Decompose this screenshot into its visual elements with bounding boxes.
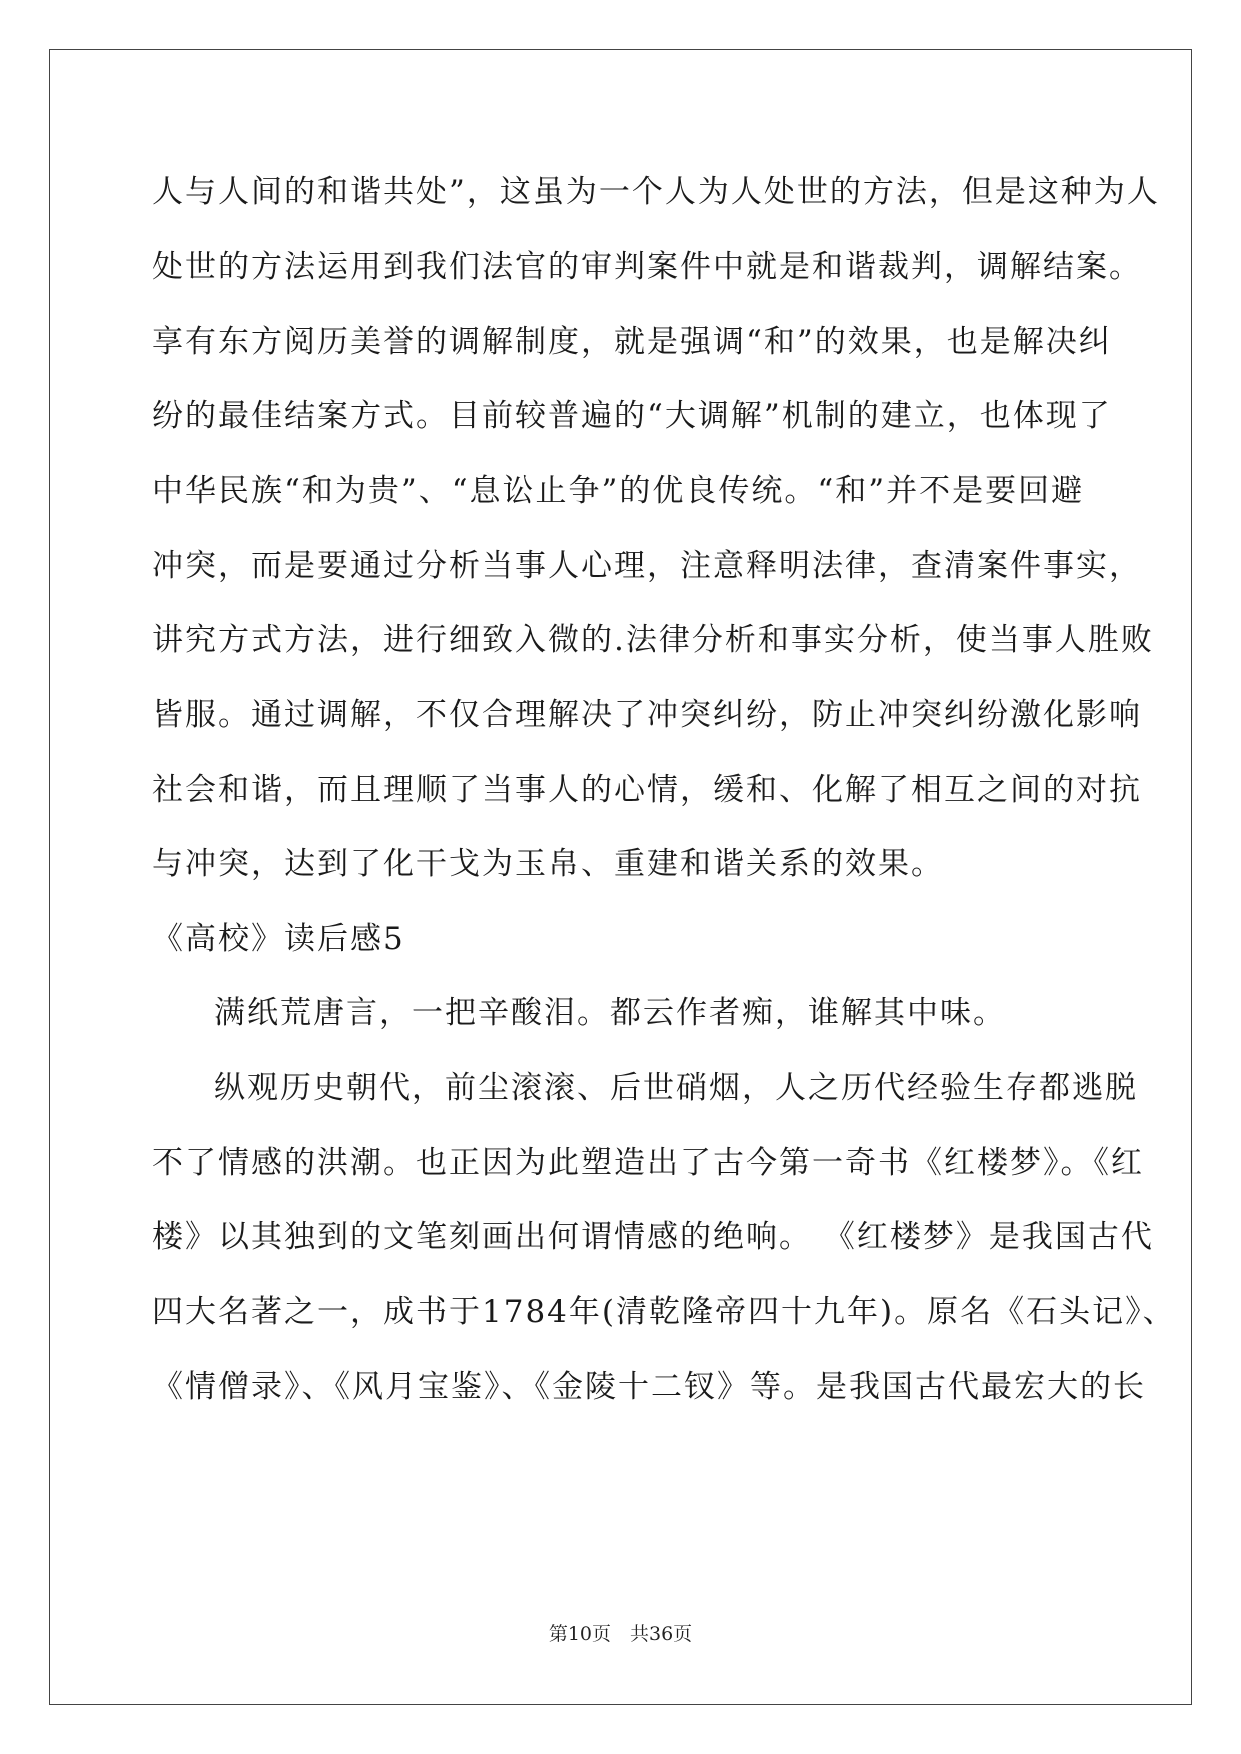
text-line: 楼》以其独到的文笔刻画出何谓情感的绝响。 《红楼梦》是我国古代 (152, 1219, 1154, 1255)
text-line: 《情僧录》、《风月宝鉴》、《金陵十二钗》等。是我国古代最宏大的长 (152, 1369, 1146, 1405)
text-line: 冲突，而是要通过分析当事人心理，注意释明法律，查清案件事实， (152, 548, 1142, 584)
text-line: 四大名著之一，成书于1784年(清乾隆帝四十九年)。原名《石头记》、 (152, 1294, 1176, 1330)
text-line: 人与人间的和谐共处”，这虽为一个人为人处世的方法，但是这种为人 (152, 174, 1160, 210)
text-line: 讲究方式方法，进行细致入微的.法律分析和事实分析，使当事人胜败 (152, 622, 1154, 658)
text-line: 纵观历史朝代，前尘滚滚、后世硝烟，人之历代经验生存都逃脱 (214, 1070, 1138, 1106)
text-line: 中华民族“和为贵”、“息讼止争”的优良传统。“和”并不是要回避 (152, 473, 1085, 509)
text-line: 社会和谐，而且理顺了当事人的心情，缓和、化解了相互之间的对抗 (152, 772, 1142, 808)
text-line: 满纸荒唐言，一把辛酸泪。都云作者痴，谁解其中味。 (214, 995, 1006, 1031)
text-line: 不了情感的洪潮。也正因为此塑造出了古今第一奇书《红楼梦》。《红 (152, 1145, 1144, 1181)
text-line: 与冲突，达到了化干戈为玉帛、重建和谐关系的效果。 (152, 846, 944, 882)
section-heading: 《高校》读后感5 (152, 921, 405, 957)
text-line: 享有东方阅历美誉的调解制度，就是强调“和”的效果，也是解决纠 (152, 324, 1112, 360)
text-line: 处世的方法运用到我们法官的审判案件中就是和谐裁判，调解结案。 (152, 249, 1142, 285)
page-number: 第10页 共36页 (548, 1623, 693, 1645)
text-line: 皆服。通过调解，不仅合理解决了冲突纠纷，防止冲突纠纷激化影响 (152, 697, 1142, 733)
text-line: 纷的最佳结案方式。目前较普遍的“大调解”机制的建立，也体现了 (152, 398, 1112, 434)
